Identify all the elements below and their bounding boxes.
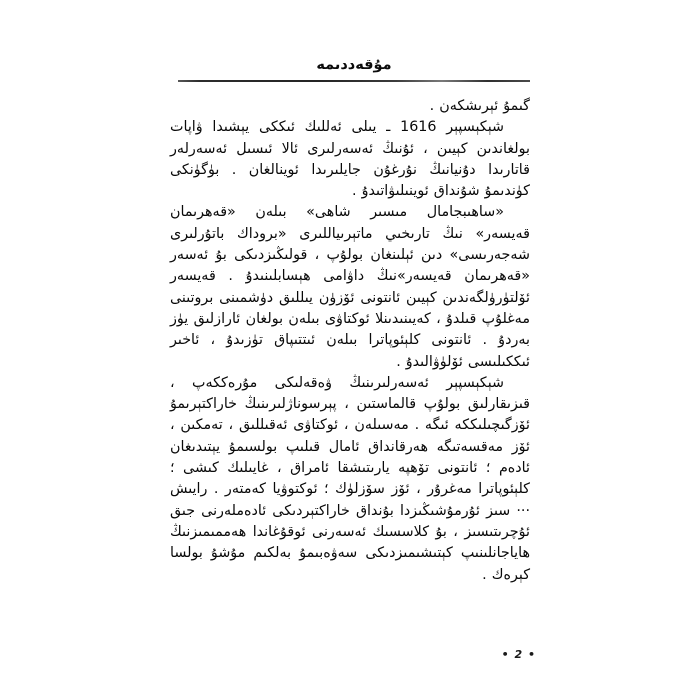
paragraph-3: شېكېسپېر ئەسەرلىرىنىڭ ۋەقەلىكى مۇرەككەپ ، قىزىقارلىق بولۇپ قالماستىن ، پېرسوناژلىرىنىڭ خاراكتېرىمۇ ئۆزگىچىلىككە ئىگە . مەسىلەن ، ئوكتاۋى ئەقىللىق ، تەمكىن ، ئۆز مەقسەتىگە ھەرقانداق ئامال قىلىپ بولسىمۇ يېتىدىغان ئادەم ؛ ئانتونى تۆھپە يارىتىشقا ئامراق ، غايىلىك كىشى ؛ كلېئوپاترا مەغرۇر ، ئۆز سۆزلۈك ؛ ئوكتوۋيا كەمتەر . رايىش ··· سىز ئۇرمۇشىڭىزدا بۇنداق خاراكتېردىكى ئادەملەرنى جىق ئۇچرىتىسىز ، بۇ كلاسسىك ئەسەرنى ئوقۇغاندا ھەممىمىزنىڭ ھاياجانلىنىپ كېتىشىمىزدىكى سەۋەبىمۇ بەلكىم مۇشۇ بولسا كېرەك .: [170, 374, 530, 583]
paragraph-fragment-carryover: گىمۇ ئېرىشكەن .: [429, 98, 530, 114]
body-text-column: [170, 96, 530, 586]
header-divider-rule: [178, 80, 530, 82]
page-number-folio: • 2 •: [501, 648, 536, 661]
paragraph-1: شېكېسپېر 1616 ـ يىلى ئەللىك ئىككى يېشىدا ۋاپات بولغاندىن كېيىن ، ئۇنىڭ ئەسەرلىرى ئالا ئىسىل ئەسەرلەر قاتارىدا دۇنيانىڭ نۇرغۇن جايلىرىدا ئوينالغان . بۈگۈنكى كۈندىمۇ شۇنداق ئوينىلىۋاتىدۇ .: [170, 119, 530, 200]
running-head-title: مۇقەددىمە: [316, 57, 392, 73]
paragraph-2: «ساھىبجامال مىسىر شاھى» بىلەن «قەھرىمان قەيسەر» نىڭ تارىخىي ماتېرىياللىرى «بروداك باتۇرلىرى شەجەرىسى» دىن ئېلىنغان بولۇپ ، قولىڭىزدىكى بۇ ئەسەر «قەھرىمان قەيسەر»نىڭ داۋامى ھېسابلىنىدۇ . قەيسەر ئۆلتۈرۈلگەندىن كېيىن ئانتونى ئۆزۈن يىللىق دۈشمىنى بروتىنى مەغلۇپ قىلدۇ ، كەيىنىدىنلا ئوكتاۋى بىلەن بولغان ئارازلىق يۈز بەردۇ . ئانتونى كلېئوپاترا بىلەن ئىتتىپاق تۈزىدۇ ، ئاخىر ئىككىلىسى ئۆلۈۋالىدۇ .: [170, 204, 530, 370]
page-header: [178, 58, 530, 82]
